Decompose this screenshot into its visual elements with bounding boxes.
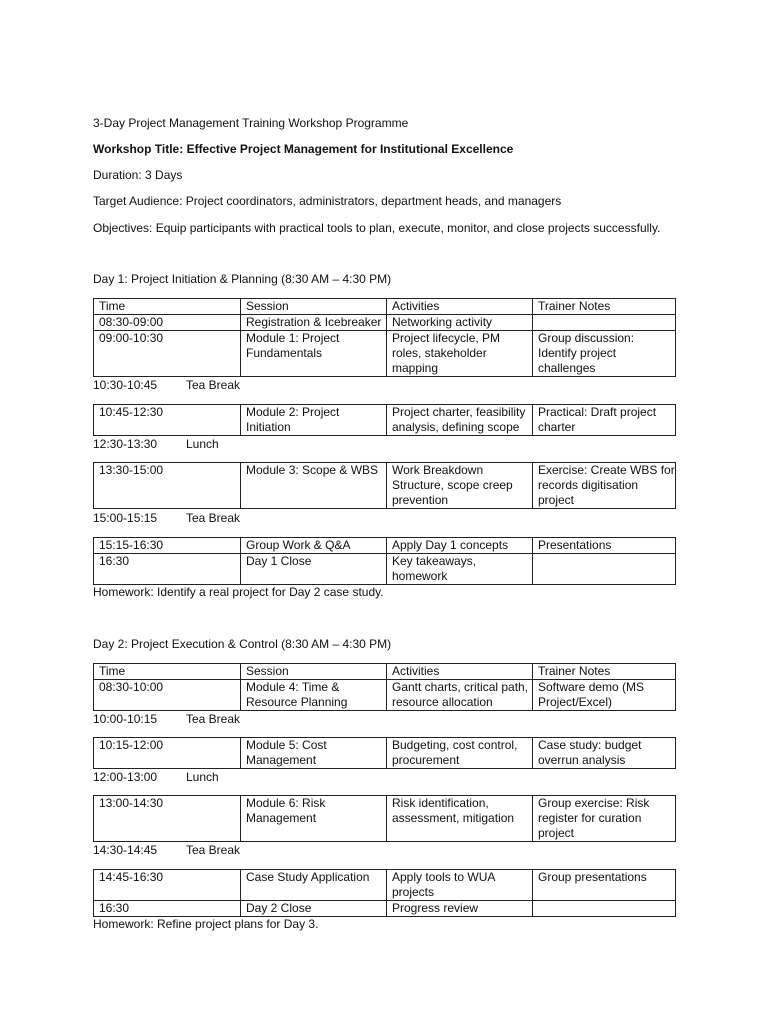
- cell-time: 14:45-16:30: [94, 870, 241, 901]
- cell-notes: Group exercise: Risk register for curation project: [533, 796, 676, 842]
- break-row: [93, 511, 241, 525]
- cell-notes: Case study: budget overrun analysis: [533, 738, 676, 769]
- cell-notes: Practical: Draft project charter: [533, 405, 676, 436]
- duration: Duration: 3 Days: [93, 168, 183, 182]
- cell-session: Module 1: Project Fundamentals: [241, 331, 387, 377]
- table-row: [94, 538, 676, 554]
- cell-activities: Work Breakdown Structure, scope creep prevention: [387, 463, 533, 509]
- cell-time: 09:00-10:30: [94, 331, 241, 377]
- cell-notes: Group presentations: [533, 870, 676, 901]
- cell-time: 13:00-14:30: [94, 796, 241, 842]
- cell-notes: [533, 554, 676, 585]
- day1-homework: Homework: Identify a real project for Day 2 case study.: [93, 585, 384, 599]
- table-header-row: [94, 299, 676, 315]
- day1-table-2: [93, 404, 676, 436]
- cell-notes: Presentations: [533, 538, 676, 554]
- header-trainer-notes: Trainer Notes: [533, 299, 676, 315]
- cell-notes: Exercise: Create WBS for records digitisation project: [533, 463, 676, 509]
- day1-heading: Day 1: Project Initiation & Planning (8:30 AM – 4:30 PM): [93, 272, 392, 286]
- target-audience: Target Audience: Project coordinators, administrators, department heads, and managers: [93, 194, 562, 208]
- break-row: [93, 378, 241, 392]
- break-row: [93, 712, 241, 726]
- cell-activities: Networking activity: [387, 315, 533, 331]
- table-row: [94, 315, 676, 331]
- day2-table-2: [93, 737, 676, 769]
- day2-homework: Homework: Refine project plans for Day 3.: [93, 917, 319, 931]
- break-time: 10:30-10:45: [93, 378, 158, 392]
- table-row: [94, 554, 676, 585]
- header-session: Session: [241, 299, 387, 315]
- cell-time: 08:30-10:00: [94, 680, 241, 711]
- cell-activities: Apply tools to WUA projects: [387, 870, 533, 901]
- cell-activities: Gantt charts, critical path, resource allocation: [387, 680, 533, 711]
- cell-notes: Group discussion: Identify project challenges: [533, 331, 676, 377]
- objectives: Objectives: Equip participants with practical tools to plan, execute, monitor, and close projects successfully.: [93, 221, 661, 235]
- table-row: [94, 901, 676, 917]
- header-time: Time: [94, 664, 241, 680]
- break-time: 15:00-15:15: [93, 511, 158, 525]
- break-time: 14:30-14:45: [93, 843, 158, 857]
- day1-table-1: [93, 298, 676, 377]
- break-label: Tea Break: [186, 712, 241, 726]
- table-row: [94, 463, 676, 509]
- table-row: [94, 331, 676, 377]
- day2-table-4: [93, 869, 676, 917]
- break-label: Lunch: [186, 770, 219, 784]
- cell-session: Module 4: Time & Resource Planning: [241, 680, 387, 711]
- break-row: [93, 770, 219, 784]
- cell-time: 16:30: [94, 554, 241, 585]
- cell-activities: Progress review: [387, 901, 533, 917]
- cell-session: Case Study Application: [241, 870, 387, 901]
- header-activities: Activities: [387, 299, 533, 315]
- cell-activities: Key takeaways, homework: [387, 554, 533, 585]
- cell-activities: Project lifecycle, PM roles, stakeholder mapping: [387, 331, 533, 377]
- cell-notes: Software demo (MS Project/Excel): [533, 680, 676, 711]
- break-time: 12:00-13:00: [93, 770, 158, 784]
- break-row: [93, 437, 219, 451]
- break-time: 12:30-13:30: [93, 437, 158, 451]
- header-session: Session: [241, 664, 387, 680]
- cell-time: 10:45-12:30: [94, 405, 241, 436]
- day2-table-1: [93, 663, 676, 711]
- cell-session: Module 6: Risk Management: [241, 796, 387, 842]
- document-title: 3-Day Project Management Training Workshop Programme: [93, 116, 409, 130]
- cell-session: Registration & Icebreaker: [241, 315, 387, 331]
- break-label: Lunch: [186, 437, 219, 451]
- header-activities: Activities: [387, 664, 533, 680]
- cell-time: 15:15-16:30: [94, 538, 241, 554]
- table-row: [94, 680, 676, 711]
- cell-activities: Apply Day 1 concepts: [387, 538, 533, 554]
- table-header-row: [94, 664, 676, 680]
- cell-session: Day 1 Close: [241, 554, 387, 585]
- break-time: 10:00-10:15: [93, 712, 158, 726]
- day2-table-3: [93, 795, 676, 842]
- workshop-title: Workshop Title: Effective Project Management for Institutional Excellence: [93, 142, 514, 156]
- break-label: Tea Break: [186, 843, 241, 857]
- table-row: [94, 796, 676, 842]
- cell-session: Module 3: Scope & WBS: [241, 463, 387, 509]
- break-label: Tea Break: [186, 511, 241, 525]
- cell-activities: Project charter, feasibility analysis, defining scope: [387, 405, 533, 436]
- cell-notes: [533, 901, 676, 917]
- cell-session: Module 5: Cost Management: [241, 738, 387, 769]
- table-row: [94, 738, 676, 769]
- day1-table-3: [93, 462, 676, 509]
- table-row: [94, 870, 676, 901]
- cell-time: 13:30-15:00: [94, 463, 241, 509]
- cell-time: 10:15-12:00: [94, 738, 241, 769]
- cell-time: 08:30-09:00: [94, 315, 241, 331]
- cell-activities: Budgeting, cost control, procurement: [387, 738, 533, 769]
- table-row: [94, 405, 676, 436]
- cell-session: Module 2: Project Initiation: [241, 405, 387, 436]
- day2-heading: Day 2: Project Execution & Control (8:30 AM – 4:30 PM): [93, 637, 392, 651]
- break-row: [93, 843, 241, 857]
- cell-session: Day 2 Close: [241, 901, 387, 917]
- cell-session: Group Work & Q&A: [241, 538, 387, 554]
- header-trainer-notes: Trainer Notes: [533, 664, 676, 680]
- header-time: Time: [94, 299, 241, 315]
- day1-table-4: [93, 537, 676, 585]
- break-label: Tea Break: [186, 378, 241, 392]
- cell-notes: [533, 315, 676, 331]
- cell-activities: Risk identification, assessment, mitigation: [387, 796, 533, 842]
- cell-time: 16:30: [94, 901, 241, 917]
